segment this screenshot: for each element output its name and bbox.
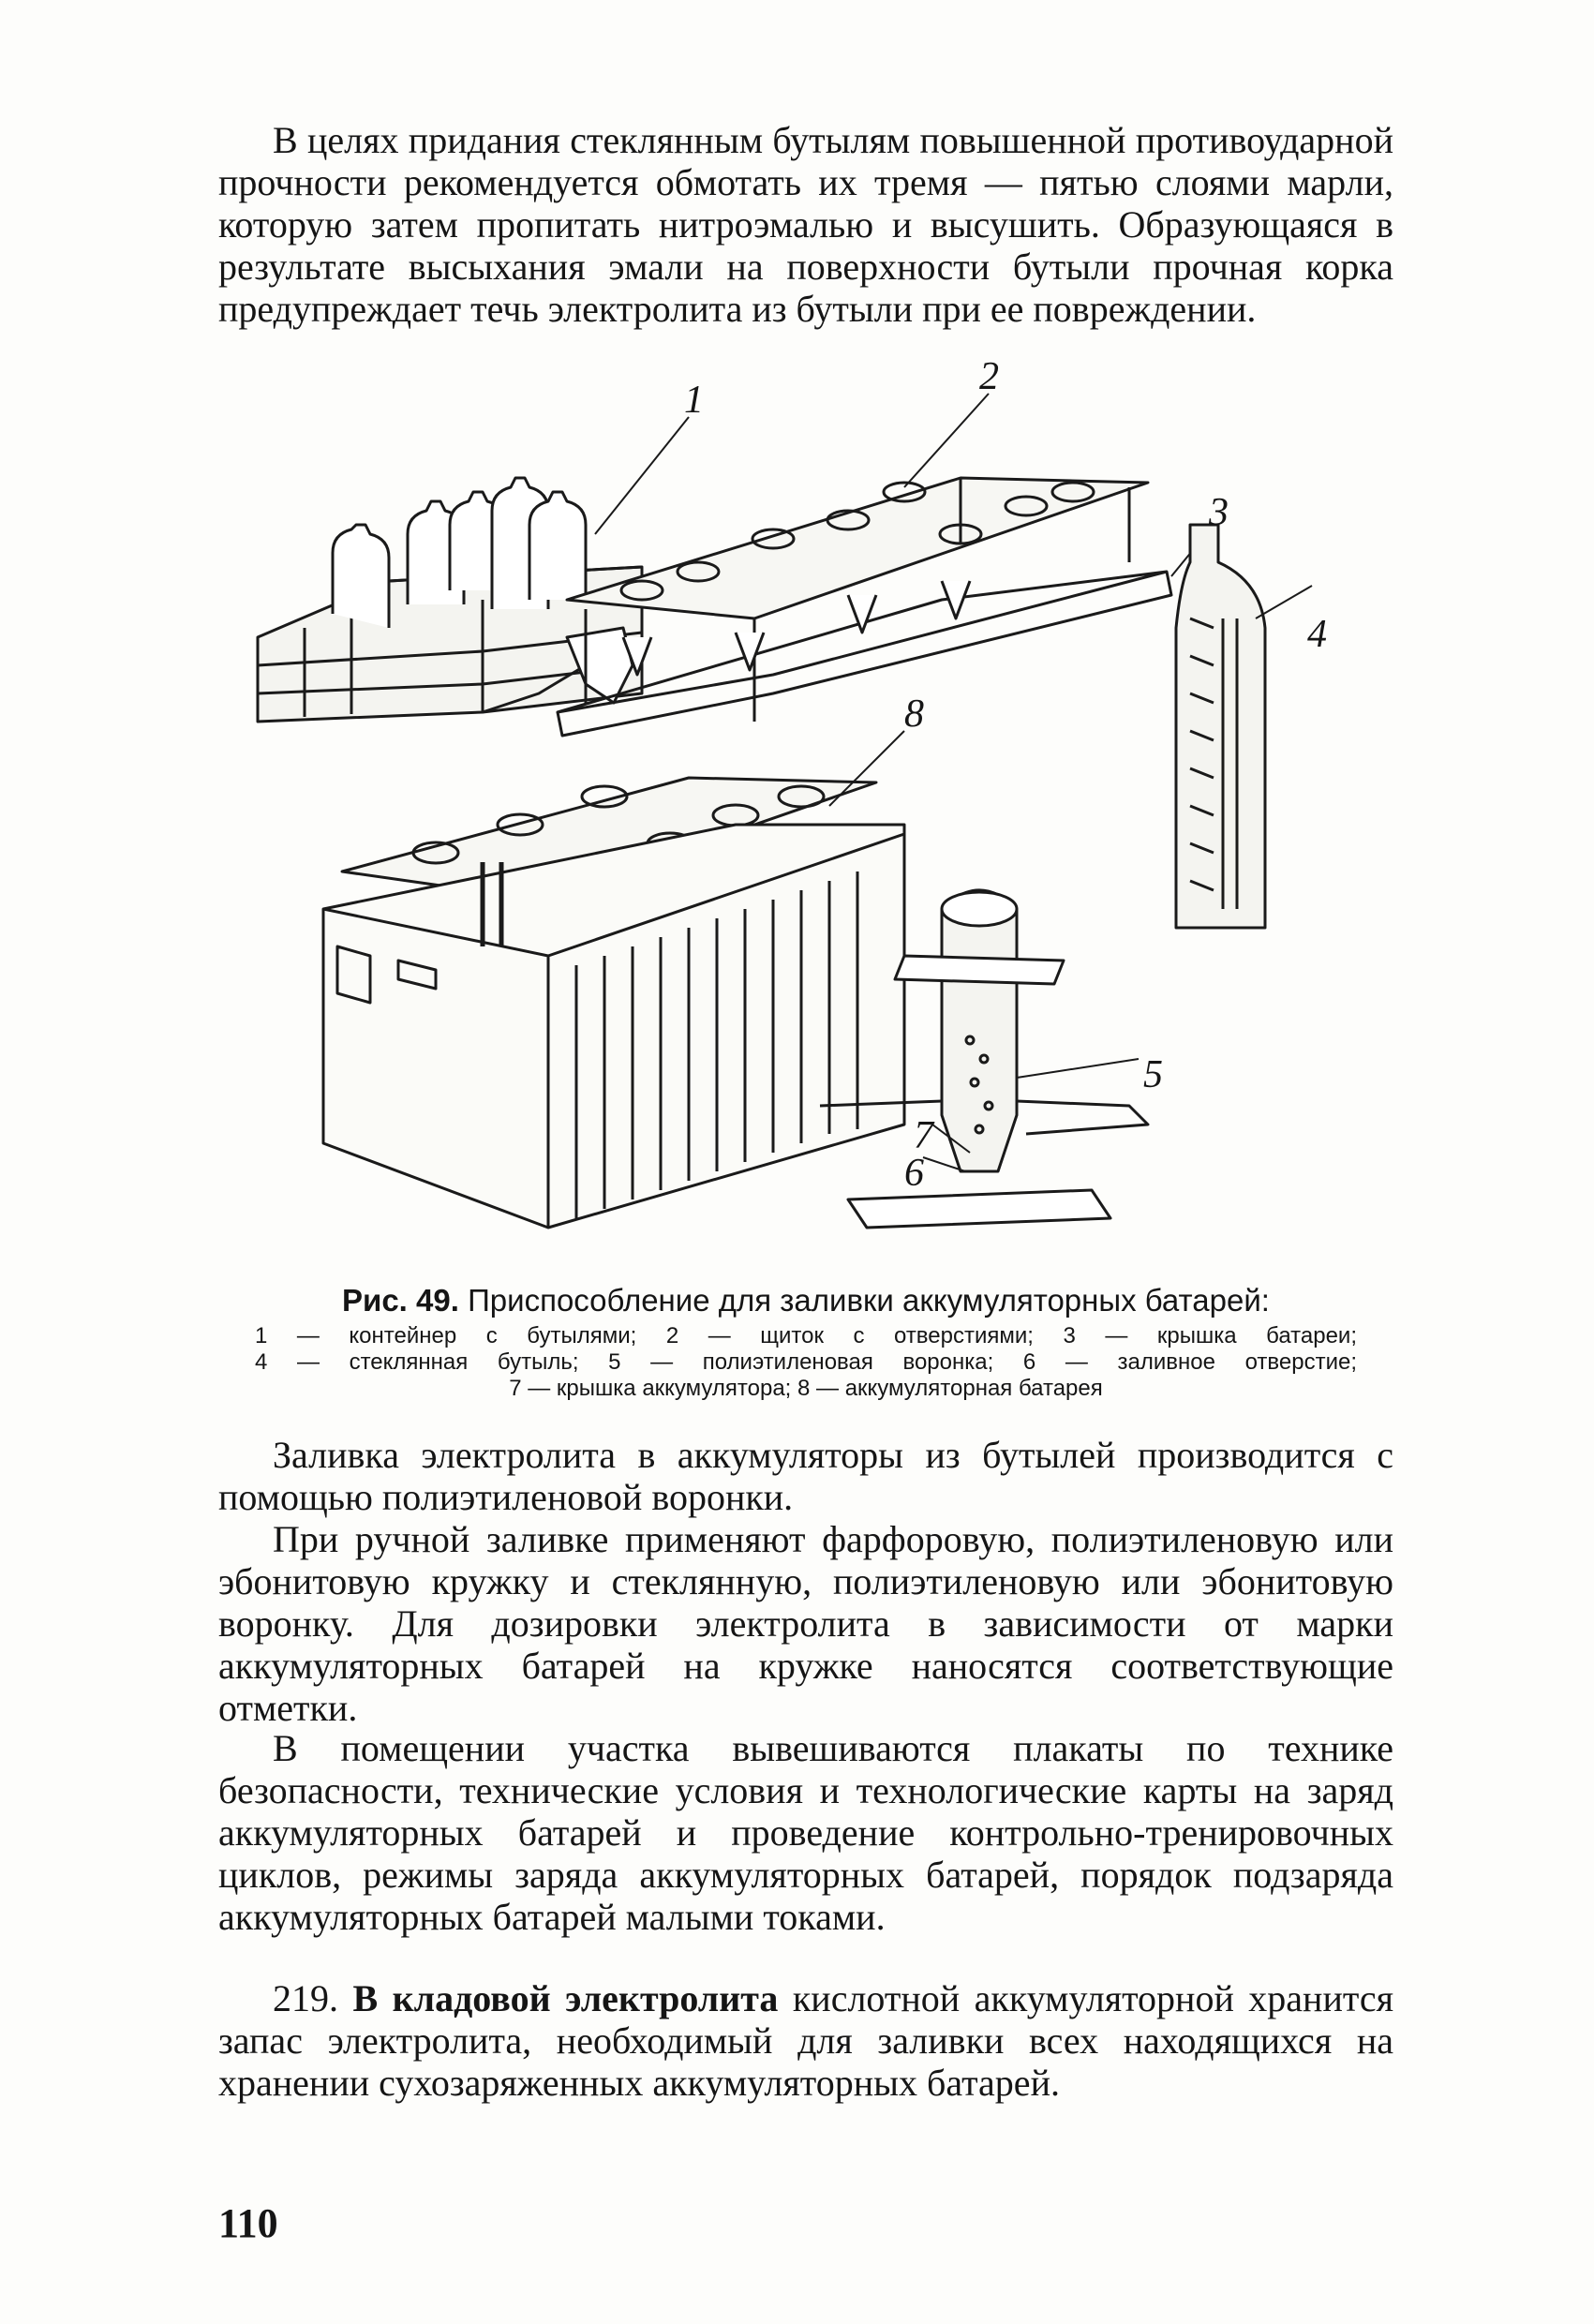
paragraph-number: 219. xyxy=(273,1977,338,2019)
callout-2: 2 xyxy=(979,355,999,398)
legend-line-3: 7 — крышка аккумулятора; 8 — аккумуляторная батарея xyxy=(509,1376,1103,1401)
paragraph-manual-filling: При ручной заливке применяют фарфоровую, полиэтиленовую или эбонитовую кружку и стеклянную, полиэтиленовую или эбонитовую воронку. Для дозировки электролита в зависимости от марки аккумуляторных батарей на кружке наносятся соответствующие отметки. xyxy=(218,1518,1393,1729)
callout-5: 5 xyxy=(1143,1053,1163,1096)
paragraph-gauze-wrapping: В целях придания стеклянным бутылям повышенной противоударной прочности рекомендуется обмотать их тремя — пятью слоями марли, которую затем пропитать нитроэмалью и высушить. Образующаяся в результате высыхания эмали на поверхности бутыли прочная корка предупреждает течь электролита из бутыли при ее повреждении. xyxy=(218,119,1393,330)
paragraph-heading-bold: В кладовой электролита xyxy=(352,1977,779,2019)
paragraph-219 xyxy=(218,1977,1393,2104)
figure-caption-title xyxy=(218,1282,1393,1319)
callout-1: 1 xyxy=(684,379,704,422)
legend-line-2: 4 — стеклянная бутыль; 5 — полиэтиленовая воронка; 6 — заливное отверстие; xyxy=(255,1349,1357,1375)
callout-6: 6 xyxy=(904,1152,924,1195)
glass-bottle-drawing xyxy=(1176,525,1312,928)
paragraph-funnel-filling: Заливка электролита в аккумуляторы из бутылей производится с помощью полиэтиленовой воронки. xyxy=(218,1434,1393,1518)
figure-label: Рис. 49. xyxy=(342,1283,459,1318)
perforated-board-drawing xyxy=(558,394,1214,736)
figure-title: Приспособление для заливки аккумуляторных батарей: xyxy=(468,1283,1270,1318)
callout-8: 8 xyxy=(904,693,924,736)
container-with-bottles-drawing xyxy=(258,417,689,722)
legend-line-1: 1 — контейнер с бутылями; 2 — щиток с отверстиями; 3 — крышка батареи; xyxy=(255,1323,1357,1348)
accumulator-battery-drawing xyxy=(323,731,904,1228)
figure-49-illustration xyxy=(248,355,1345,1265)
paragraph-posters: В помещении участка вывешиваются плакаты по технике безопасности, технические условия и технологические карты на заряд аккумуляторных батарей и проведение контрольно-тренировочных циклов, режимы заряда аккумуляторных батарей, порядок подзаряда аккумуляторных батарей малыми токами. xyxy=(218,1727,1393,1938)
callout-4: 4 xyxy=(1307,613,1327,656)
callout-3: 3 xyxy=(1209,491,1229,534)
paragraph-219-text: кислотной аккумуляторной хранится запас электролита, необходимый для заливки всех находящихся на хранении сухозаряженных аккумуляторных батарей. xyxy=(218,1977,1393,2104)
page-number: 110 xyxy=(218,2200,278,2246)
figure-legend xyxy=(255,1323,1357,1402)
callout-7: 7 xyxy=(914,1114,933,1157)
